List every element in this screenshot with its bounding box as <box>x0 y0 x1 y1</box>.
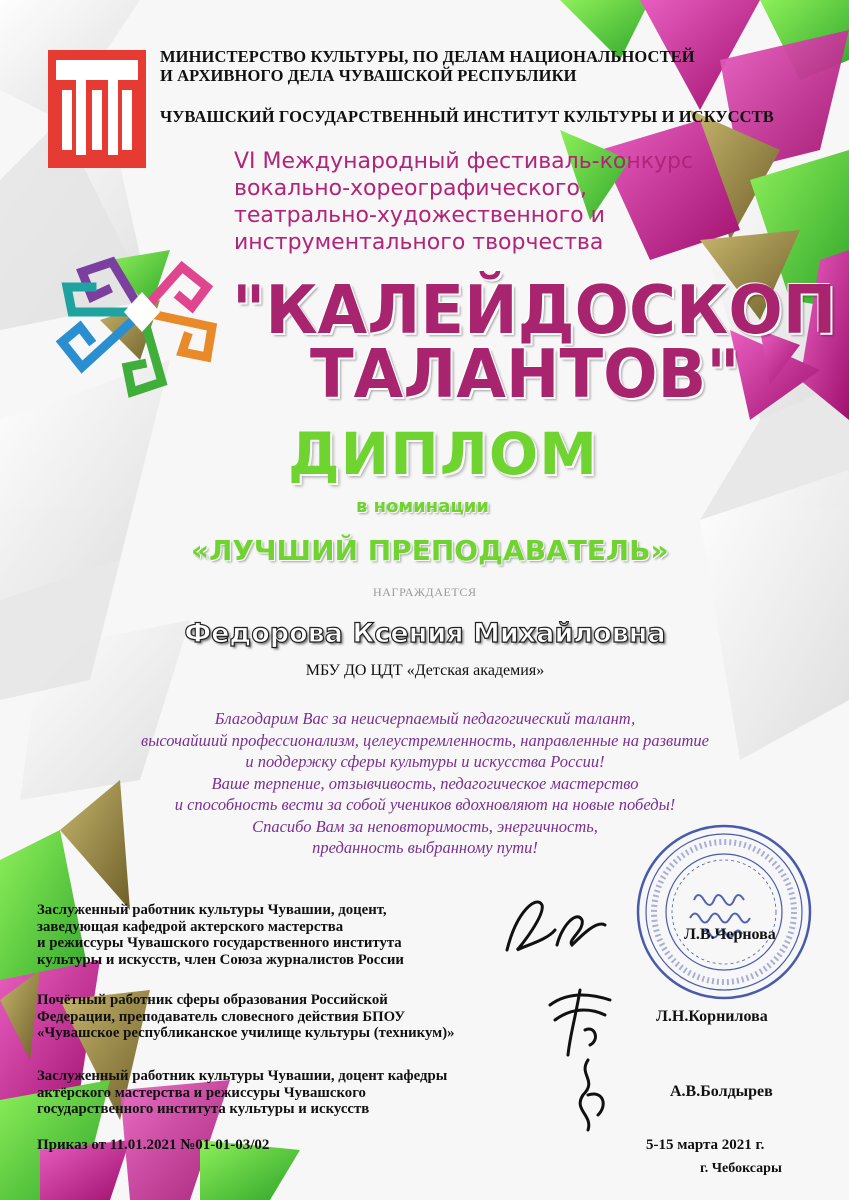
kaleidoscope-logo-icon <box>52 232 232 402</box>
diploma-title: ДИПЛОМ <box>288 420 598 488</box>
signatory-3-name: А.В.Болдырев <box>670 1083 773 1100</box>
signatory-2-line-1: Почётный работник сферы образования Российской <box>37 992 388 1008</box>
awarded-label: НАГРАЖДАЕТСЯ <box>373 585 477 599</box>
festival-line-3: театрально-художественного и <box>234 203 605 228</box>
message-line-6: Спасибо Вам за неповторимость, энергичность, <box>252 816 598 836</box>
signatory-1-title <box>37 902 507 968</box>
event-dates: 5-15 марта 2021 г. <box>646 1137 765 1153</box>
signatory-1-line-3: и режиссуры Чувашского государственного института <box>37 935 402 951</box>
message-line-1: Благодарим Вас за неисчерпаемый педагогический талант, <box>214 709 636 728</box>
ministry-emblem-icon <box>48 50 146 168</box>
signatory-1-line-4: культуры и искусств, член Союза журналистов России <box>37 951 404 968</box>
message-line-5: и способность вести за собой учеников вдохновляют на новые победы! <box>174 795 676 814</box>
message-line-7: преданность выбранному пути! <box>312 838 538 857</box>
message-line-3: и поддержку сферы культуры и искусства России! <box>245 752 605 771</box>
signatory-3-line-1: Заслуженный работник культуры Чувашии, доцент кафедры <box>37 1068 448 1084</box>
festival-name-line-2: ТАЛАНТОВ" <box>310 336 740 414</box>
signatory-1-line-2: заведующая кафедрой актерского мастерства <box>37 918 344 935</box>
signatory-1-line-1: Заслуженный работник культуры Чувашии, доцент, <box>37 902 387 918</box>
signatory-3-line-3: государственного института культуры и искусств <box>37 1101 370 1117</box>
event-city: г. Чебоксары <box>700 1161 782 1176</box>
order-reference: Приказ от 11.01.2021 №01-01-03/02 <box>37 1137 270 1153</box>
signatory-2-line-2: Федерации, преподаватель словесного действия БПОУ <box>37 1008 406 1025</box>
nomination-label: в номинации <box>356 496 489 517</box>
signatory-3-title <box>37 1068 557 1118</box>
ministry-line-1: МИНИСТЕРСТВО КУЛЬТУРЫ, ПО ДЕЛАМ НАЦИОНАЛЬНОСТЕЙ <box>160 47 695 66</box>
signature-chernova-icon <box>497 890 617 965</box>
signature-boldyrev-icon <box>568 1055 618 1135</box>
festival-line-4: инструментального творчества <box>234 230 604 255</box>
signatory-1-name: Л.В.Чернова <box>684 926 776 943</box>
festival-line-2: вокально-хореографического, <box>234 176 587 201</box>
ministry-line-2: И АРХИВНОГО ДЕЛА ЧУВАШСКОЙ РЕСПУБЛИКИ <box>160 66 577 85</box>
festival-name-line-1: "КАЛЕЙДОСКОП <box>232 272 837 350</box>
seal-stamp-icon <box>632 820 817 1005</box>
recipient-name: Федорова Ксения Михайловна <box>184 618 666 649</box>
nomination-title: «ЛУЧШИЙ ПРЕПОДАВАТЕЛЬ» <box>191 534 669 567</box>
institute-name: ЧУВАШСКИЙ ГОСУДАРСТВЕННЫЙ ИНСТИТУТ КУЛЬТУРЫ И ИСКУССТВ <box>160 107 774 126</box>
message-line-4: Ваше терпение, отзывчивость, педагогическое мастерство <box>211 773 639 793</box>
signatory-2-name: Л.Н.Корнилова <box>656 1008 768 1025</box>
signatory-2-title <box>37 992 557 1042</box>
festival-line-1: VI Международный фестиваль-конкурс <box>234 149 694 174</box>
recipient-organization: МБУ ДО ЦДТ «Детская академия» <box>305 662 545 679</box>
signatory-3-line-2: актёрского мастерства и режиссуры Чувашского <box>37 1084 366 1101</box>
message-line-2: высочайший профессионализм, целеустремленность, направленные на развитие <box>141 730 709 750</box>
signatory-2-line-3: «Чувашское республиканское училище культуры (техникум)» <box>37 1025 455 1041</box>
